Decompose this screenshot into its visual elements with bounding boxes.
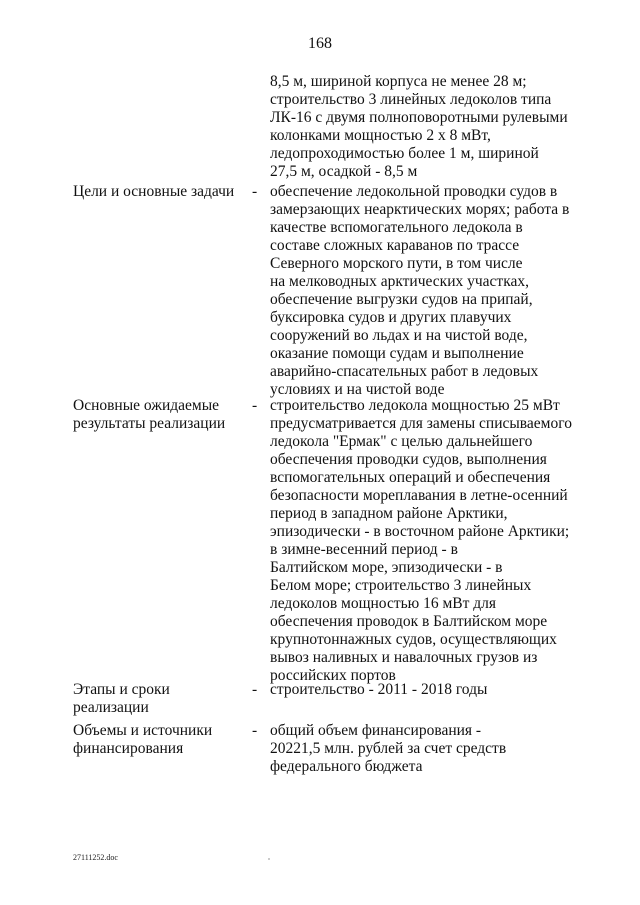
text-line: 8,5 м, шириной корпуса не менее 28 м; (270, 73, 527, 90)
text-line: обеспечение выгрузки судов на припай, (270, 291, 533, 308)
dash-marker: - (252, 681, 258, 698)
text-line: сооружений во льдах и на чистой воде, (270, 327, 528, 344)
row-label-expected-results (73, 397, 248, 433)
text-line: 20221,5 млн. рублей за счет средств (270, 740, 507, 757)
row-text-goals (270, 183, 590, 399)
text-line: Балтийском море, эпизодически - в (270, 559, 503, 576)
label-line: Этапы и сроки (73, 681, 170, 698)
text-line: ледопроходимостью более 1 м, шириной (270, 145, 539, 162)
text-line: буксировка судов и других плавучих (270, 309, 512, 326)
text-line: обеспечения проводок в Балтийском море (270, 613, 548, 630)
text-line: аварийно-спасательных работ в ледовых (270, 363, 539, 380)
text-line: крупнотоннажных судов, осуществляющих (270, 631, 557, 648)
text-line: ледокола "Ермак" с целью дальнейшего (270, 433, 533, 450)
text-line: оказание помощи судам и выполнение (270, 345, 524, 362)
text-line: 27,5 м, осадкой - 8,5 м (270, 163, 418, 180)
label-line: результаты реализации (73, 415, 226, 432)
text-line: федерального бюджета (270, 758, 423, 775)
row-label-goals (73, 183, 248, 201)
text-line: составе сложных караванов по трассе (270, 237, 520, 254)
row-text-financing (270, 722, 590, 776)
text-line: общий объем финансирования - (270, 722, 482, 739)
row-text-stages (270, 681, 590, 699)
text-line: вспомогательных операций и обеспечения (270, 469, 551, 486)
row-label-stages (73, 681, 248, 717)
text-line: ЛК-16 с двумя полноповоротными рулевыми (270, 109, 568, 126)
dash-marker: - (252, 722, 258, 739)
page-number: 168 (308, 35, 332, 52)
text-line: период в западном районе Арктики, (270, 505, 508, 522)
text-line: условиях и на чистой воде (270, 381, 445, 398)
text-line: на мелководных арктических участках, (270, 273, 529, 290)
text-line: российских портов (270, 667, 396, 684)
text-line: качестве вспомогательного ледокола в (270, 219, 523, 236)
label-line: Цели и основные задачи (73, 183, 235, 200)
text-line: вывоз наливных и навалочных грузов из (270, 649, 538, 666)
text-line: строительство ледокола мощностью 25 мВт (270, 397, 560, 414)
label-line: финансирования (73, 740, 184, 757)
continuation-text (270, 73, 590, 181)
text-line: строительство 3 линейных ледоколов типа (270, 91, 552, 108)
text-line: Белом море; строительство 3 линейных (270, 577, 532, 594)
row-label-financing (73, 722, 248, 758)
scan-artifact (268, 858, 270, 860)
text-line: предусматривается для замены списываемого (270, 415, 572, 432)
dash-marker: - (252, 183, 258, 200)
text-line: обеспечение ледокольной проводки судов в (270, 183, 558, 200)
row-text-expected-results (270, 397, 590, 685)
label-line: реализации (73, 699, 149, 716)
text-line: строительство - 2011 - 2018 годы (270, 681, 488, 698)
text-line: в зимне-весенний период - в (270, 541, 458, 558)
text-line: колонками мощностью 2 х 8 мВт, (270, 127, 491, 144)
text-line: обеспечения проводки судов, выполнения (270, 451, 547, 468)
footer-file-reference: 27111252.doc (73, 853, 118, 862)
text-line: Северного морского пути, в том числе (270, 255, 523, 272)
text-line: безопасности мореплавания в летне-осенний (270, 487, 568, 504)
text-line: эпизодически - в восточном районе Арктики; (270, 523, 570, 540)
text-line: замерзающих неарктических морях; работа в (270, 201, 570, 218)
text-line: ледоколов мощностью 16 мВт для (270, 595, 497, 612)
label-line: Объемы и источники (73, 722, 213, 739)
label-line: Основные ожидаемые (73, 397, 220, 414)
dash-marker: - (252, 397, 258, 414)
